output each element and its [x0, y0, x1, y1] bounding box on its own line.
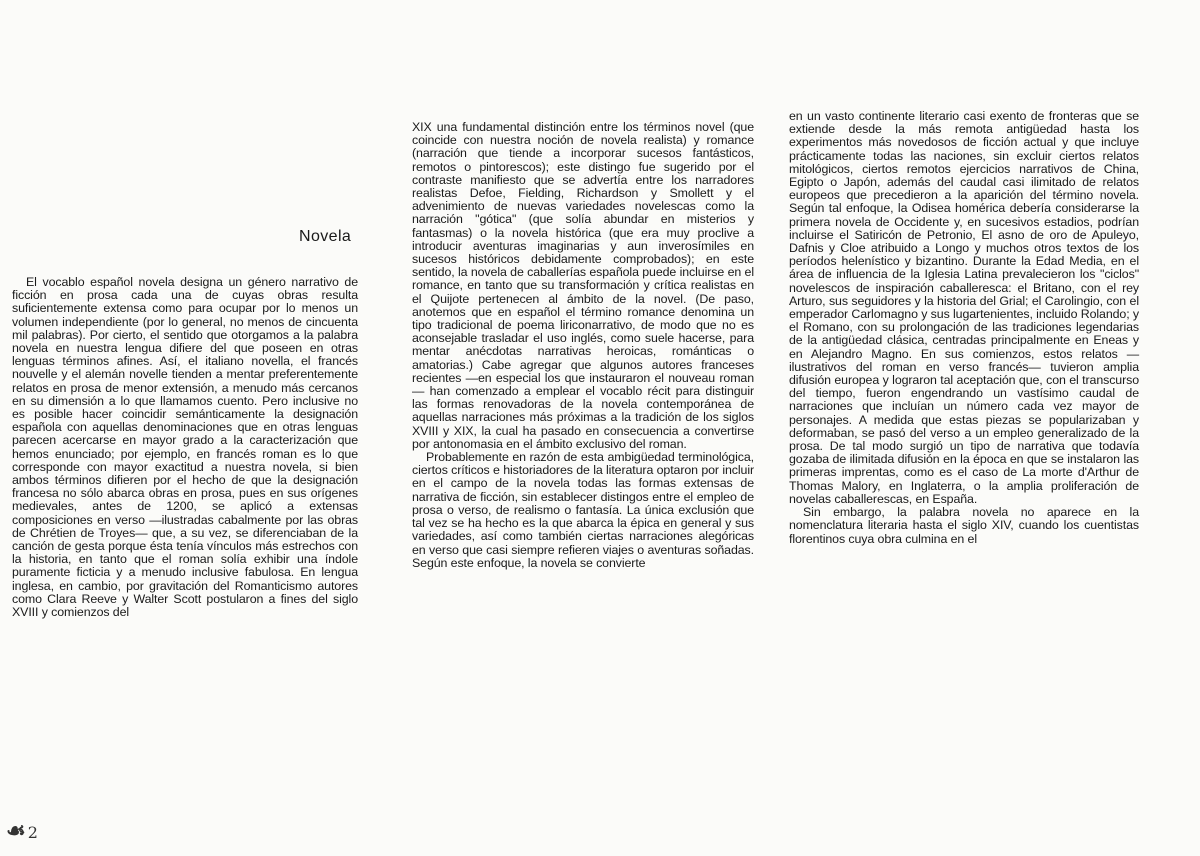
text-column-left: [12, 276, 358, 619]
page-footer: [6, 818, 38, 844]
paragraph: XIX una fundamental distinción entre los términos novel (que coincide con nuestra noción de novela realista) y romance (narración que tiende a incorporar sucesos fantásticos, remotos o pintorescos); este distingo fue sugerido por el contraste manifiesto que se advertía entre los narradores realistas Defoe, Fielding, Richardson y Smollett y el advenimiento de nuevas variedades novelescas como la narración "gótica" (que solía abundar en misterios y fantasmas) o la novela histórica (que era muy proclive a introducir aventuras imaginarias y aun inverosímiles en sucesos históricos debidamente comprobados); en este sentido, la novela de caballerías española puede incluirse en el romance, en tanto que su transformación y crítica realistas en el Quijote pertenecen al ámbito de la novel. (De paso, anotemos que en español el término romance denomina un tipo tradicional de poema liriconarrativo, de modo que no es aconsejable trasladar el uso inglés, como suele hacerse, para mentar anécdotas narrativas heroicas, románticas o amatorias.) Cabe agregar que algunos autores franceses recientes —en especial los que instauraron el nouveau roman— han comenzado a emplear el vocablo récit para distinguir las formas renovadoras de la novela contemporánea de aquellas narraciones más próximas a la tradición de los siglos XVIII y XIX, la cual ha pasado en consecuencia a convertirse por antonomasia en el ámbito exclusivo del roman.: [412, 120, 754, 451]
paragraph: Sin embargo, la palabra novela no aparece en la nomenclatura literaria hasta el siglo XIV, cuando los cuentistas florentinos cuya obra culmina en el: [789, 505, 1139, 546]
page-number: 2: [27, 823, 38, 842]
paragraph: El vocablo español novela designa un género narrativo de ficción en prosa cada una de cuyas obras resulta suficientemente extensa como para ocupar por lo menos un volumen independiente (por lo general, no menos de cincuenta mil palabras). Por cierto, el sentido que otorgamos a la palabra novela en nuestra lengua difiere del que poseen en otras lenguas términos afines. Así, el italiano novella, el francés nouvelle y el alemán novelle tienden a mentar preferentemente relatos en prosa de menor extensión, a menudo más cercanos en su dimensión a lo que llamamos cuento. Pero inclusive no es posible hacer coincidir semánticamente la designación española con aquellas denominaciones que en otras lenguas parecen acercarse en mayor grado a la caracterización que hemos enunciado; por ejemplo, en francés roman es lo que corresponde con mayor exactitud a nuestra novela, si bien ambos términos difieren por el hecho de que la designación francesa no sólo abarca obras en prosa, pues en sus orígenes medievales, antes de 1200, se aplicó a extensas composiciones en verso —ilustradas cabalmente por las obras de Chrétien de Troyes— que, a su vez, se diferenciaban de la canción de gesta porque ésta tenía vínculos más estrechos con la historia, en tanto que el roman solía exhibir una índole puramente ficticia y a menudo inclusive fabulosa. En lengua inglesa, en cambio, por gravitación del Romanticismo autores como Clara Reeve y Walter Scott postularon a fines del siglo XVIII y comienzos del: [12, 275, 358, 620]
page-title: Novela: [299, 228, 352, 245]
ornament-icon: ☙: [6, 818, 26, 844]
text-column-middle: [412, 121, 754, 570]
paragraph: en un vasto continente literario casi exento de fronteras que se extiende desde la más remota antigüedad hasta los experimentos más novedosos de ficción actual y que incluye prácticamente todas las naciones, sin excluir ciertos relatos mitológicos, ciertos remotos ejercicios narrativos de China, Egipto o Japón, además del caudal casi ilimitado de relatos europeos que precedieron a la aparición del término novela. Según tal enfoque, la Odisea homérica debería considerarse la primera novela de Occidente y, en sucesivos estadios, podrían incluirse el Satiricón de Petronio, El asno de oro de Apuleyo, Dafnis y Cloe atribuido a Longo y muchos otros textos de los períodos helenístico y bizantino. Durante la Edad Media, en el área de influencia de la Iglesia Latina prevalecieron los "ciclos" novelescos de inspiración caballeresca: el Britano, con el rey Arturo, sus seguidores y la historia del Grial; el Carolingio, con el emperador Carlomagno y sus lugartenientes, incluido Rolando; y el Romano, con su prolongación de las tradiciones legendarias de la antigüedad clásica, centradas principalmente en Eneas y en Alejandro Magno. En sus comienzos, estos relatos —ilustrativos del roman en verso francés— tuvieron amplia difusión europea y lograron tal aceptación que, con el transcurso del tiempo, fueron engendrando un vastísimo caudal de narraciones que incluían un número cada vez mayor de personajes. A medida que estas piezas se popularizaban y deformaban, se pasó del verso a un empleo generalizado de la prosa. De tal modo surgió un tipo de narrativa que todavía gozaba de ilimitada difusión en la época en que se instalaron las primeras imprentas, como es el caso de La morte d'Arthur de Thomas Malory, en Inglaterra, o la amplia proliferación de novelas caballerescas, en España.: [789, 109, 1139, 506]
text-column-right: [789, 110, 1139, 546]
paragraph: Probablemente en razón de esta ambigüedad terminológica, ciertos críticos e historiadores de la literatura optaron por incluir en el campo de la novela todas las formas extensas de narrativa de ficción, sin establecer distingos entre el empleo de prosa o verso, de realismo o fantasía. La única exclusión que tal vez se ha hecho es la que abarca la épica en general y sus variedades, así como también ciertas narraciones alegóricas en verso que casi siempre refieren viajes o aventuras soñadas. Según este enfoque, la novela se convierte: [412, 450, 754, 570]
